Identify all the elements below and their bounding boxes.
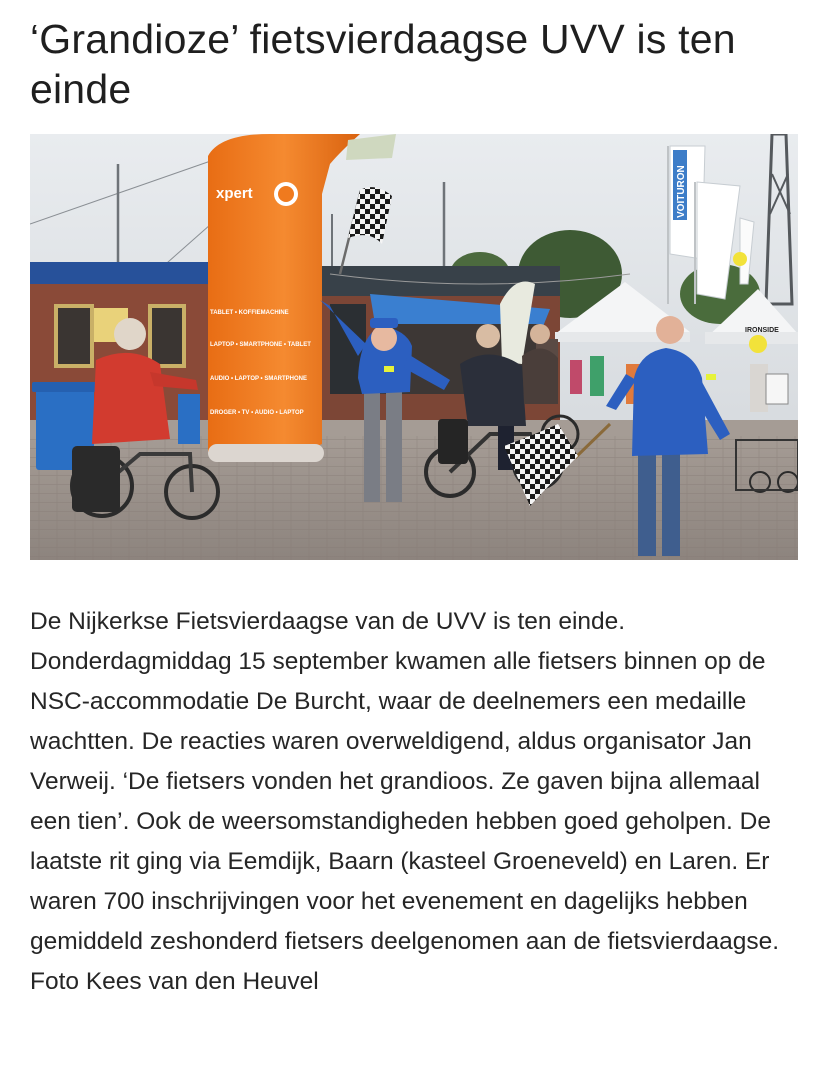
article-title: ‘Grandioze’ fietsvierdaagse UVV is ten einde: [30, 16, 736, 112]
arch-brand: xpert: [216, 185, 253, 202]
article-photo: [30, 134, 798, 560]
arch-product-line: DROGER • TV • AUDIO • LAPTOP: [210, 410, 304, 416]
flag-text: VOITURON: [676, 165, 687, 218]
arch-product-line: TABLET • KOFFIEMACHINE: [210, 310, 289, 316]
article-body: De Nijkerkse Fietsvierdaagse van de UVV is ten einde. Donderdagmiddag 15 september kwamen alle fietsers binnen op de NSC-accommodatie De Burcht, waar de deelnemers een medaille wachtten. De reacties waren overweldigend, aldus organisator Jan Verweij. ‘De fietsers vonden het grandioos. Ze gaven bijna allemaal een tien’. Ook de weersomstandigheden hebben goed geholpen. De laatste rit ging via Eemdijk, Baarn (kasteel Groeneveld) en Laren. Er waren 700 inschrijvingen voor het evenement en dagelijks hebben gemiddeld zeshonderd fietsers deelgenomen aan de fietsvierdaagse. Foto Kees van den Heuvel: [30, 608, 780, 995]
tent-text: IRONSIDE: [745, 327, 779, 334]
arch-product-line: LAPTOP • SMARTPHONE • TABLET: [210, 342, 311, 348]
arch-product-line: AUDIO • LAPTOP • SMARTPHONE: [210, 376, 307, 382]
